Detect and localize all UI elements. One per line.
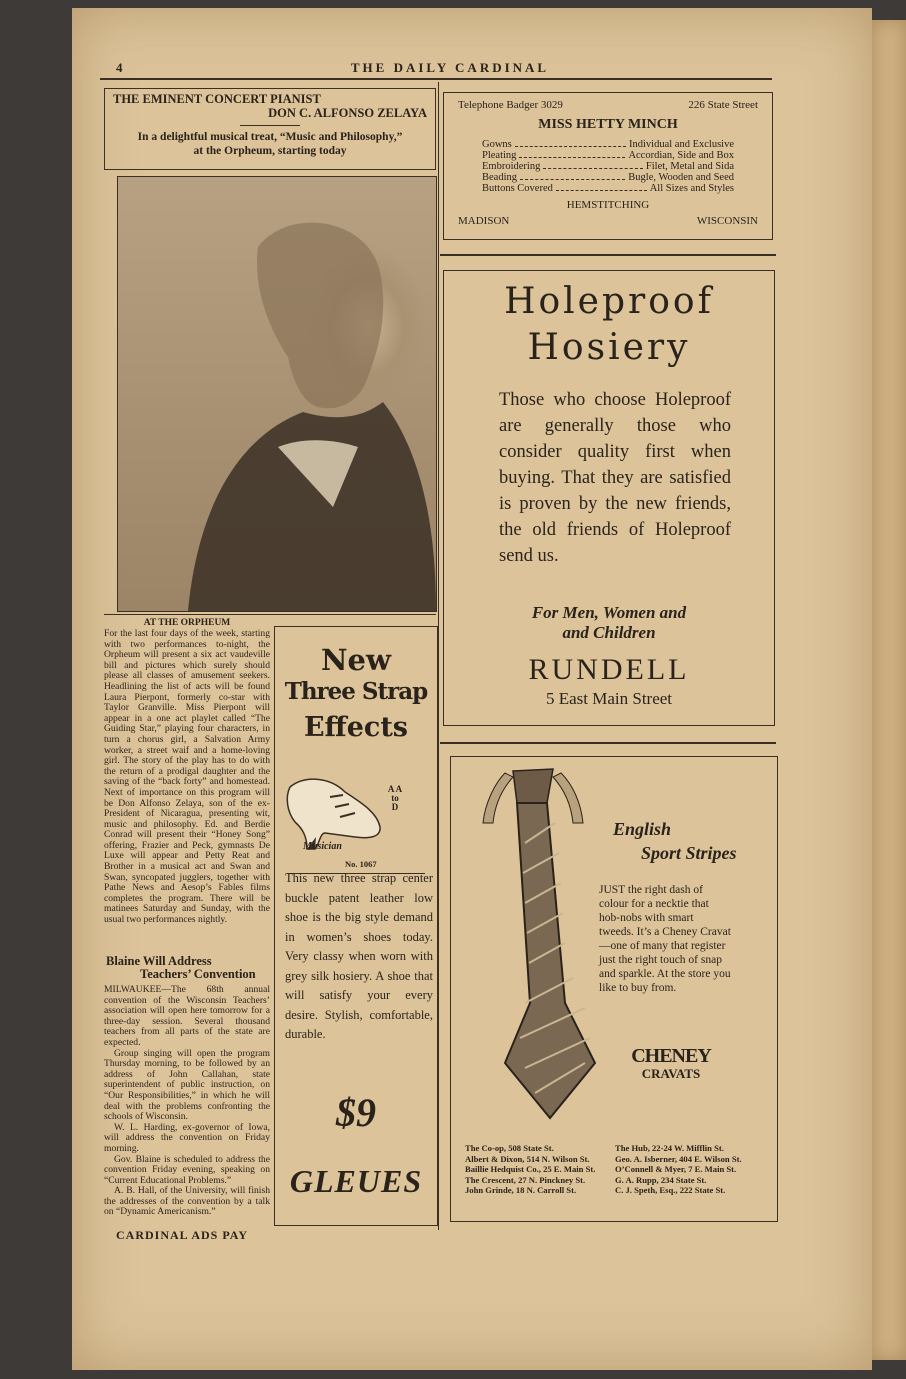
minch-services-list bbox=[482, 139, 734, 194]
cheney-brand-2: CRAVATS bbox=[641, 1066, 701, 1081]
blaine-paragraph: A. B. Hall, of the University, will finish the addresses of the convention by a talk on “Dynamic Americanism.” bbox=[104, 1185, 270, 1218]
portrait-silhouette bbox=[118, 177, 436, 611]
holeproof-tagline-1: For Men, Women and bbox=[531, 603, 687, 622]
minch-service-row: Beading Bugle, Wooden and Seed bbox=[482, 172, 734, 183]
concert-line-3: In a delightful musical treat, “Music and Philosophy,” bbox=[137, 131, 403, 143]
shoe-headline-3: Effects bbox=[303, 712, 409, 743]
blaine-paragraph: MILWAUKEE—The 68th annual convention of the Wisconsin Teachers’ association will open here tomorrow for a three-day session. Several thousand teachers from all parts of the state are expected. bbox=[104, 984, 270, 1048]
shoe-model-number: No. 1067 bbox=[345, 859, 377, 869]
holeproof-hosiery-ad bbox=[443, 270, 775, 726]
dealer-item: Albert & Dixon, 514 N. Wilson St. bbox=[465, 1153, 590, 1164]
cheney-cravats-ad bbox=[450, 756, 778, 1222]
dealer-item: Geo. A. Isberner, 404 E. Wilson St. bbox=[615, 1153, 742, 1164]
orpheum-article-body: For the last four days of the week, starting with two performances to-night, the Orpheum will present a six act vaudeville bill and pictures which surely should please all classes of amusement seekers. Headlining the list of acts will be found Laura Pierpont, formerly co-star with Taylor Granville. Miss Pierpont will appear in a one act playlet called “The Guiding Star,” playing four characters, in turn a chorus girl, a Salvation Army worker, a street waif and a home-loving girl. The story of the play has to do with the return of a prodigal daughter and the saving of the “back forty” and homestead. Next of importance on this program will be Don Alfonso Zelaya, son of the ex-President of Nicaragua, presenting wit, music and philosophy. Ed. and Berdie Conrad will present their “Honey Song” offering, Frazier and Peck, gymnasts De Luxe will appear and Petty Reat and Brother in a musical act and Swan and Swan, syncopated jugglers, together with Pathe News and Aesop’s Fables films completes the program. There will be matinees Saturday and Sunday, with the usual two performances nightly. bbox=[104, 628, 270, 926]
concert-notice-box bbox=[104, 88, 436, 170]
cheney-title-2: Sport Stripes bbox=[641, 843, 737, 863]
holeproof-title-2: Hosiery bbox=[527, 327, 691, 368]
masthead-rule bbox=[100, 78, 772, 80]
section-rule bbox=[440, 254, 776, 256]
dealer-item: The Co-op, 508 State St. bbox=[465, 1143, 554, 1153]
minch-service-row: Gowns Individual and Exclusive bbox=[482, 139, 734, 150]
holeproof-tagline-2: and Children bbox=[562, 623, 656, 642]
cheney-dealers-left bbox=[465, 1143, 595, 1196]
dealer-item: John Grinde, 18 N. Carroll St. bbox=[465, 1185, 577, 1195]
minch-name: MISS HETTY MINCH bbox=[538, 117, 678, 132]
shoe-price: $9 bbox=[336, 1090, 376, 1135]
holeproof-body: Those who choose Holeproof are generally those who consider quality first when buying. That they are satisfied is proven by the new friends, the old friends of Holeproof send us. bbox=[499, 390, 731, 566]
minch-address: 226 State Street bbox=[688, 99, 758, 111]
necktie-illustration bbox=[455, 763, 605, 1123]
pianist-portrait-photo bbox=[117, 176, 437, 612]
page-number: 4 bbox=[116, 60, 126, 75]
minch-service-row: Pleating Accordian, Side and Box bbox=[482, 150, 734, 161]
cheney-brand-1: CHENEY bbox=[631, 1045, 711, 1067]
minch-service-row: Embroidering Filet, Metal and Sida bbox=[482, 161, 734, 172]
minch-hemstitching: HEMSTITCHING bbox=[566, 199, 650, 211]
concert-line-1: THE EMINENT CONCERT PIANIST bbox=[113, 92, 321, 106]
dealer-item: The Hub, 22-24 W. Mifflin St. bbox=[615, 1143, 724, 1153]
shoe-sizes: A A to D bbox=[387, 784, 403, 812]
dealer-item: C. J. Speth, Esq., 222 State St. bbox=[615, 1185, 726, 1195]
holeproof-title-1: Holeproof bbox=[504, 281, 714, 322]
shoe-body-text: This new three strap center buckle patent leather low shoe is the big style demand in women’s shoes today. Very classy when worn with grey silk hosiery. A shoe that will satisfy your every desire. Stylish, comfortable, durable. bbox=[285, 871, 433, 1041]
minch-city: MADISON bbox=[458, 215, 510, 227]
cheney-title-1: English bbox=[613, 819, 672, 839]
dealer-item: O’Connell & Myer, 7 E. Main St. bbox=[615, 1164, 737, 1174]
blaine-paragraph: Gov. Blaine is scheduled to address the convention Friday evening, speaking on “Current Educational Problems.” bbox=[104, 1153, 270, 1186]
blaine-heading-2: Teachers’ Convention bbox=[140, 967, 256, 981]
dealer-item: The Crescent, 27 N. Pinckney St. bbox=[465, 1174, 586, 1185]
hetty-minch-ad bbox=[443, 92, 773, 240]
photo-rule bbox=[104, 614, 436, 615]
cheney-body: JUST the right dash of colour for a necktie that hob-nobs with smart tweeds. It’s a Cheney Cravat—one of many that register just the right touch of snap and sparkle. At the store you like to buy from. bbox=[599, 884, 731, 994]
blaine-paragraph: Group singing will open the program Thursday morning, to be followed by an address of John Callahan, state superintendent of public instruction, on “Our Responsibilities,” in which he will deal with the problems confronting the schools of Wisconsin. bbox=[104, 1047, 270, 1123]
orpheum-heading: AT THE ORPHEUM bbox=[143, 618, 231, 628]
dealer-item: Baillie Hedquist Co., 25 E. Main St. bbox=[465, 1164, 596, 1174]
gleues-store-name: GLEUES bbox=[289, 1163, 423, 1199]
adjacent-page-edge bbox=[872, 20, 906, 1360]
cardinal-ads-pay: CARDINAL ADS PAY bbox=[116, 1228, 249, 1242]
masthead-title: THE DAILY CARDINAL bbox=[350, 60, 550, 75]
concert-line-4: at the Orpheum, starting today bbox=[193, 145, 347, 157]
minch-state: WISCONSIN bbox=[696, 215, 758, 227]
blaine-article bbox=[104, 985, 270, 1218]
concert-divider bbox=[240, 125, 300, 126]
shoe-headline-1: New bbox=[321, 643, 391, 677]
blaine-paragraph: W. L. Harding, ex-governor of Iowa, will address the convention on Friday morning. bbox=[104, 1121, 270, 1154]
dealer-item: G. A. Rupp, 234 State St. bbox=[615, 1174, 707, 1185]
rundell-store-name: RUNDELL bbox=[528, 653, 690, 686]
column-rule bbox=[438, 82, 439, 1230]
minch-service-row: Buttons Covered All Sizes and Styles bbox=[482, 183, 734, 194]
rundell-address: 5 East Main Street bbox=[545, 689, 673, 708]
minch-telephone: Telephone Badger 3029 bbox=[458, 99, 563, 111]
gleues-shoe-ad bbox=[274, 626, 438, 1226]
shoe-brand-script: Musician bbox=[303, 841, 342, 852]
cheney-dealers-right bbox=[615, 1143, 742, 1196]
section-rule bbox=[440, 742, 776, 744]
shoe-headline-2: Three Strap bbox=[284, 678, 428, 705]
blaine-heading-1: Blaine Will Address bbox=[106, 954, 212, 968]
concert-line-2: DON C. ALFONSO ZELAYA bbox=[268, 106, 427, 120]
